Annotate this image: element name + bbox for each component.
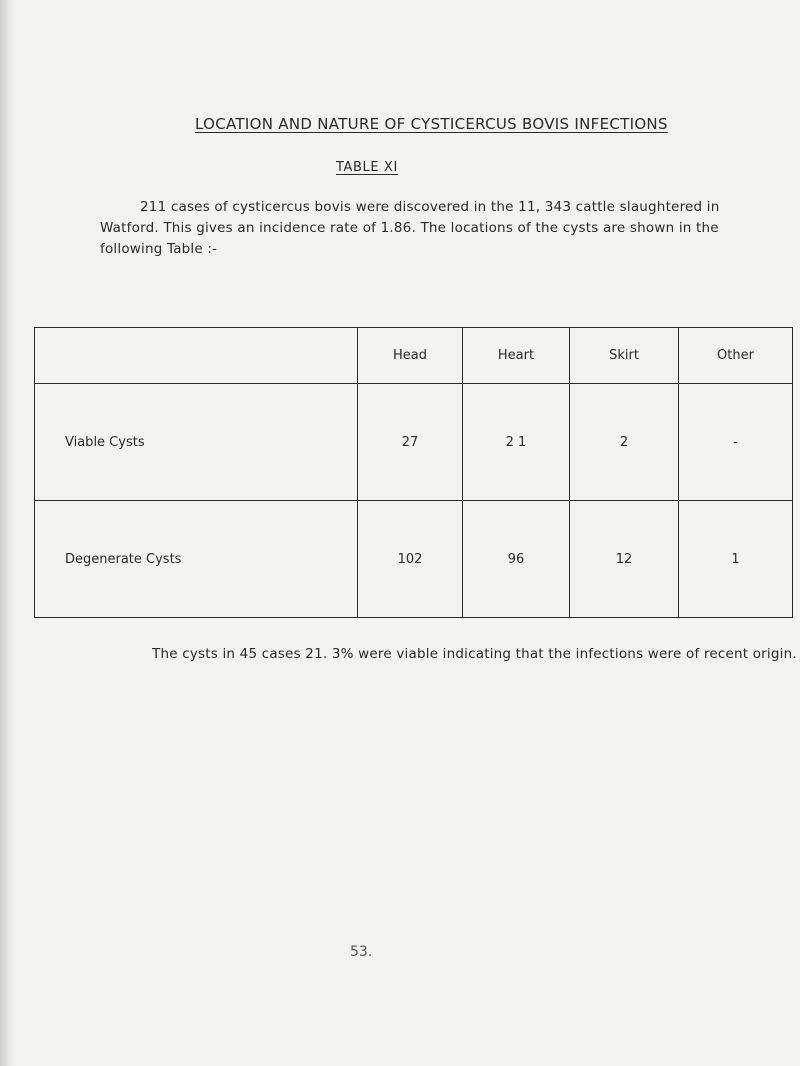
table-row [35, 384, 793, 501]
document-title: LOCATION AND NATURE OF CYSTICERCUS BOVIS INFECTIONS [195, 115, 668, 133]
column-header-other: Other [679, 328, 793, 384]
page-number: 53. [350, 944, 373, 960]
table-cell: 96 [463, 501, 570, 618]
table-caption: TABLE XI [336, 160, 398, 175]
table-cell: 1 [679, 501, 793, 618]
intro-line: 211 cases of cysticercus bovis were discovered in the 11, 343 cattle slaughtered in [140, 199, 720, 215]
table-cell: 2 [570, 384, 679, 501]
row-label-viable: Viable Cysts [35, 384, 358, 501]
intro-line: following Table :- [100, 241, 218, 257]
page-edge-shadow [0, 0, 14, 1066]
row-label-degenerate: Degenerate Cysts [35, 501, 358, 618]
table-cell: - [679, 384, 793, 501]
table-cell: 12 [570, 501, 679, 618]
table-cell: 27 [358, 384, 463, 501]
table-cell: 2 1 [463, 384, 570, 501]
column-header-skirt: Skirt [570, 328, 679, 384]
column-header-head: Head [358, 328, 463, 384]
cyst-location-table [34, 327, 793, 618]
table-corner-cell [35, 328, 358, 384]
table-header-row [35, 328, 793, 384]
intro-line: Watford. This gives an incidence rate of 1.86. The locations of the cysts are shown in the [100, 220, 719, 236]
column-header-heart: Heart [463, 328, 570, 384]
intro-paragraph [100, 197, 720, 260]
table-row [35, 501, 793, 618]
closing-sentence: The cysts in 45 cases 21. 3% were viable indicating that the infections were of recent origin. [152, 646, 797, 662]
table-cell: 102 [358, 501, 463, 618]
